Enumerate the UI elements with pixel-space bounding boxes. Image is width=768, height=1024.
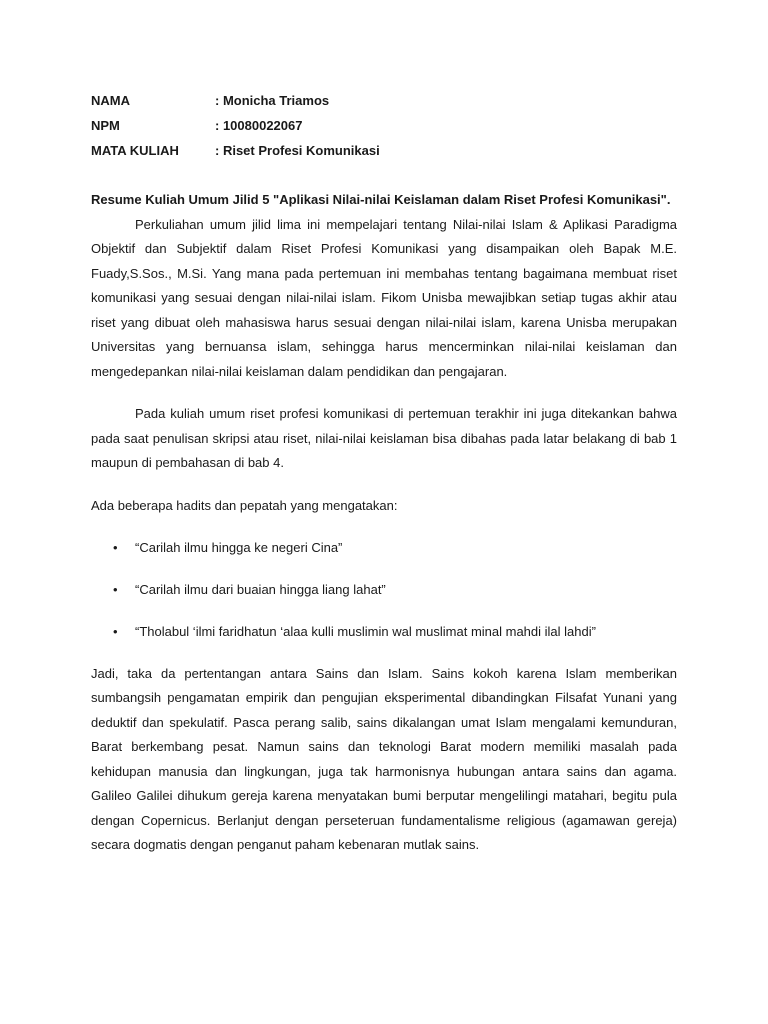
course-row <box>91 140 677 165</box>
name-value: : Monicha Triamos <box>215 93 330 108</box>
name-label: NAMA <box>91 93 130 108</box>
bullet-icon: • <box>113 540 118 555</box>
list-item <box>91 578 677 603</box>
name-row <box>91 90 677 115</box>
document-title: Resume Kuliah Umum Jilid 5 "Aplikasi Nilai-nilai Keislaman dalam Riset Profesi Komunikasi". <box>91 192 671 207</box>
bullet-intro: Ada beberapa hadits dan pepatah yang mengatakan: <box>91 497 398 513</box>
list-item <box>91 620 677 645</box>
closing-paragraph: Jadi, taka da pertentangan antara Sains dan Islam. Sains kokoh karena Islam memberikan sumbangsih pengamatan empirik dan pengujian eksperimental dibandingkan Filsafat Yunani yang deduktif dan spekulatif. Pasca perang salib, sains dikalangan umat Islam mengalami kemunduran, Barat berkembang pesat. Namun sains dan teknologi Barat modern memiliki masalah pada kehidupan manusia dan lingkungan, juga tak harmonisnya hubungan antara sains dan agama. Galileo Galilei dihukum gereja karena menyatakan bumi berputar mengelilingi matahari, begitu pula dengan Copernicus. Berlanjut dengan perseteruan fundamentalisme religious (agamawan gereja) secara dogmatis dengan penganut paham kebenaran mutlak sains. <box>91 665 677 852</box>
bullet-icon: • <box>113 624 118 639</box>
quote-text: “Carilah ilmu dari buaian hingga liang lahat” <box>135 582 386 597</box>
quote-list <box>91 536 677 645</box>
paragraph-2: Pada kuliah umum riset profesi komunikasi di pertemuan terakhir ini juga ditekankan bahwa pada saat penulisan skripsi atau riset, nilai-nilai keislaman bisa dibahas pada latar belakang di bab 1 maupun di pembahasan di bab 4. <box>91 406 677 470</box>
document-body <box>91 90 677 858</box>
npm-row <box>91 115 677 140</box>
quote-text: “Tholabul ‘ilmi faridhatun ‘alaa kulli muslimin wal muslimat minal mahdi ilal lahdi” <box>135 624 596 639</box>
npm-label: NPM <box>91 118 120 133</box>
course-value: : Riset Profesi Komunikasi <box>215 143 380 158</box>
list-item <box>91 536 677 561</box>
quote-text: “Carilah ilmu hingga ke negeri Cina” <box>135 540 343 555</box>
bullet-icon: • <box>113 582 118 597</box>
npm-value: : 10080022067 <box>215 118 303 133</box>
course-label: MATA KULIAH <box>91 143 179 158</box>
paragraph-1: Perkuliahan umum jilid lima ini mempelajari tentang Nilai-nilai Islam & Aplikasi Paradigma Objektif dan Subjektif dalam Riset Profesi Komunikasi yang disampaikan oleh Bapak M.E. Fuady,S.Sos., M.Si. Yang mana pada pertemuan ini membahas tentang bagaimana membuat riset komunikasi yang sesuai dengan nilai-nilai islam. Fikom Unisba mewajibkan setiap tugas akhir atau riset yang dibuat oleh mahasiswa harus sesuai dengan nilai-nilai islam, karena Unisba merupakan Universitas yang bernuansa islam, sehingga harus mencerminkan nilai-nilai keislaman dan mengedepankan nilai-nilai keislaman dalam pendidikan dan pengajaran. <box>91 216 677 379</box>
